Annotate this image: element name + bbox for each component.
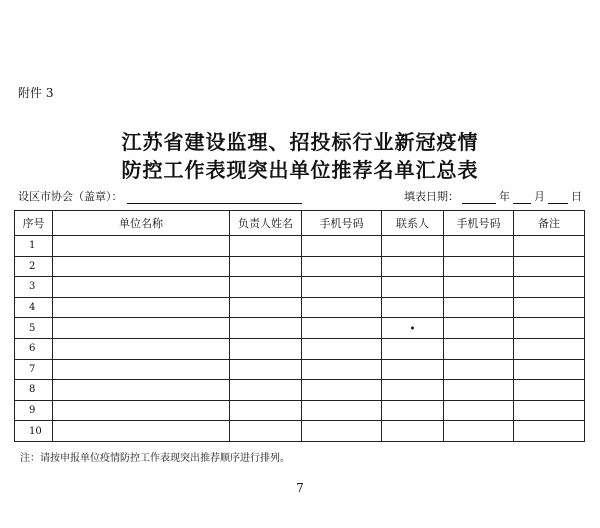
footnote: 注：请按申报单位疫情防控工作表现突出推荐顺序进行排列。 bbox=[20, 453, 290, 464]
table-cell bbox=[382, 297, 444, 318]
page-number: 7 bbox=[296, 481, 304, 495]
table-cell bbox=[514, 400, 585, 421]
table-cell bbox=[444, 297, 514, 318]
table-row bbox=[15, 380, 585, 401]
table-cell bbox=[444, 236, 514, 257]
table-cell bbox=[230, 277, 302, 298]
table-cell bbox=[230, 380, 302, 401]
row-index: 10 bbox=[15, 421, 53, 442]
row-index: 3 bbox=[15, 277, 53, 298]
table-cell bbox=[302, 297, 382, 318]
table-cell bbox=[514, 297, 585, 318]
row-index: 7 bbox=[15, 359, 53, 380]
table-row bbox=[15, 359, 585, 380]
header-leader-name: 负责人姓名 bbox=[230, 211, 302, 236]
table-cell bbox=[444, 380, 514, 401]
table-cell bbox=[444, 359, 514, 380]
table-cell bbox=[444, 400, 514, 421]
table-cell bbox=[53, 236, 230, 257]
table-cell bbox=[514, 380, 585, 401]
table-cell bbox=[230, 400, 302, 421]
month-label: 月 bbox=[534, 190, 545, 203]
table-cell bbox=[382, 236, 444, 257]
table-cell bbox=[382, 400, 444, 421]
year-blank bbox=[462, 193, 496, 204]
table-cell bbox=[302, 277, 382, 298]
table-cell bbox=[230, 236, 302, 257]
summary-table bbox=[14, 210, 585, 442]
table-cell bbox=[53, 380, 230, 401]
table-cell bbox=[382, 380, 444, 401]
table-cell bbox=[53, 318, 230, 339]
attachment-label: 附件 3 bbox=[18, 86, 54, 100]
table-cell bbox=[444, 338, 514, 359]
header-phone-1: 手机号码 bbox=[302, 211, 382, 236]
table-cell bbox=[230, 256, 302, 277]
table-cell bbox=[302, 338, 382, 359]
table-cell bbox=[302, 236, 382, 257]
date-label: 填表日期： bbox=[404, 190, 459, 203]
header-contact: 联系人 bbox=[382, 211, 444, 236]
stray-mark: • bbox=[409, 323, 416, 335]
table-cell bbox=[302, 380, 382, 401]
table-cell bbox=[514, 236, 585, 257]
table-cell bbox=[382, 421, 444, 442]
table-cell bbox=[382, 318, 444, 339]
header-phone-2: 手机号码 bbox=[444, 211, 514, 236]
table-cell bbox=[230, 359, 302, 380]
row-index: 1 bbox=[15, 236, 53, 257]
table-cell bbox=[53, 277, 230, 298]
table-cell bbox=[53, 256, 230, 277]
table-cell bbox=[302, 359, 382, 380]
day-blank bbox=[548, 193, 568, 204]
table-cell bbox=[514, 318, 585, 339]
row-index: 9 bbox=[15, 400, 53, 421]
table-row bbox=[15, 236, 585, 257]
table-cell bbox=[53, 421, 230, 442]
table-cell bbox=[230, 297, 302, 318]
table-cell bbox=[382, 359, 444, 380]
table-row bbox=[15, 297, 585, 318]
header-index: 序号 bbox=[15, 211, 53, 236]
header-unit-name: 单位名称 bbox=[53, 211, 230, 236]
row-index: 5 bbox=[15, 318, 53, 339]
table-cell bbox=[514, 338, 585, 359]
table-cell bbox=[230, 421, 302, 442]
table-row bbox=[15, 277, 585, 298]
table-cell bbox=[53, 359, 230, 380]
table-row bbox=[15, 400, 585, 421]
table-header-row bbox=[15, 211, 585, 236]
table-cell bbox=[382, 277, 444, 298]
table-row bbox=[15, 421, 585, 442]
table-row bbox=[15, 256, 585, 277]
table-cell bbox=[53, 338, 230, 359]
org-underline bbox=[127, 193, 302, 204]
title-line-2: 防控工作表现突出单位推荐名单汇总表 bbox=[121, 158, 479, 182]
title-line-1: 江苏省建设监理、招投标行业新冠疫情 bbox=[121, 130, 479, 154]
table-cell bbox=[53, 400, 230, 421]
org-field bbox=[18, 188, 302, 204]
table-cell bbox=[302, 421, 382, 442]
table-cell bbox=[382, 256, 444, 277]
day-label: 日 bbox=[571, 190, 582, 203]
table-row bbox=[15, 318, 585, 339]
date-field bbox=[404, 188, 582, 204]
table-cell bbox=[53, 297, 230, 318]
row-index: 4 bbox=[15, 297, 53, 318]
header-remarks: 备注 bbox=[514, 211, 585, 236]
table-cell bbox=[514, 359, 585, 380]
table-cell bbox=[230, 318, 302, 339]
table-cell bbox=[382, 338, 444, 359]
table-cell bbox=[444, 256, 514, 277]
table-cell bbox=[230, 338, 302, 359]
row-index: 2 bbox=[15, 256, 53, 277]
row-index: 6 bbox=[15, 338, 53, 359]
table-cell bbox=[444, 318, 514, 339]
year-label: 年 bbox=[499, 190, 510, 203]
table-row bbox=[15, 338, 585, 359]
table-cell bbox=[514, 256, 585, 277]
table-cell bbox=[514, 277, 585, 298]
table-cell bbox=[444, 277, 514, 298]
org-label: 设区市协会（盖章）： bbox=[18, 190, 123, 203]
table-cell bbox=[302, 318, 382, 339]
table-cell bbox=[444, 421, 514, 442]
month-blank bbox=[513, 193, 531, 204]
table-cell bbox=[514, 421, 585, 442]
table-cell bbox=[302, 400, 382, 421]
table-cell bbox=[302, 256, 382, 277]
row-index: 8 bbox=[15, 380, 53, 401]
